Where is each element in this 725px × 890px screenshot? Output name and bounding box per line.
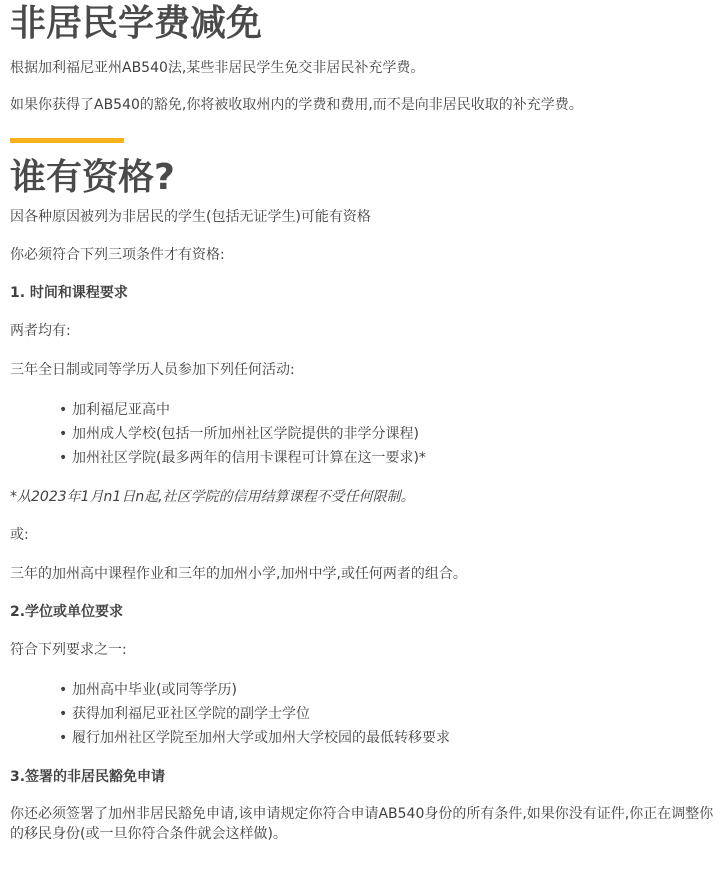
section-heading-eligibility: 谁有资格?: [10, 157, 175, 198]
section1-list: [10, 398, 725, 470]
intro-paragraph-2: 如果你获得了AB540的豁免,你将被收取州内的学费和费用,而不是向非居民收取的补充学费。: [10, 97, 583, 113]
section3-title: 3.签署的非居民豁免申请: [10, 769, 166, 785]
accent-divider-wrap: [10, 138, 725, 143]
list-item: • 加州高中毕业(或同等学历): [72, 678, 725, 702]
section1-lead: 三年全日制或同等学历人员参加下列任何活动:: [10, 362, 295, 378]
list-item: • 加州社区学院(最多两年的信用卡课程可计算在这一要求)*: [72, 446, 725, 470]
section2-title: 2.学位或单位要求: [10, 604, 124, 620]
section1-or-label: 或:: [10, 527, 29, 543]
intro-paragraph-1: 根据加利福尼亚州AB540法,某些非居民学生免交非居民补充学费。: [10, 60, 425, 76]
list-item: • 加利福尼亚高中: [72, 398, 725, 422]
eligibility-intro: 因各种原因被列为非居民的学生(包括无证学生)可能有资格: [10, 209, 371, 225]
list-item: • 获得加利福尼亚社区学院的副学士学位: [72, 702, 725, 726]
section1-both-label: 两者均有:: [10, 323, 71, 339]
section1-title: 1. 时间和课程要求: [10, 285, 128, 301]
section2-lead: 符合下列要求之一:: [10, 642, 127, 658]
section1-alt: 三年的加州高中课程作业和三年的加州小学,加州中学,或任何两者的组合。: [10, 566, 467, 582]
section2-list: [10, 678, 725, 750]
section1-footnote: [10, 487, 725, 507]
footnote-text: *从2023年1月n1日n起,社区学院的信用结算课程不受任何限制。: [10, 489, 415, 505]
list-item: • 履行加州社区学院至加州大学或加州大学校园的最低转移要求: [72, 726, 725, 750]
section3-body: 你还必须签署了加州非居民豁免申请,该申请规定你符合申请AB540身份的所有条件,如果你没有证件,你正在调整你的移民身份(或一旦你符合条件就会这样做)。: [10, 806, 714, 842]
list-item: • 加州成人学校(包括一所加州社区学院提供的非学分课程): [72, 422, 725, 446]
requirement-lead: 你必须符合下列三项条件才有资格:: [10, 247, 225, 263]
page-title: 非居民学费减免: [10, 3, 263, 44]
accent-divider: [10, 138, 124, 143]
